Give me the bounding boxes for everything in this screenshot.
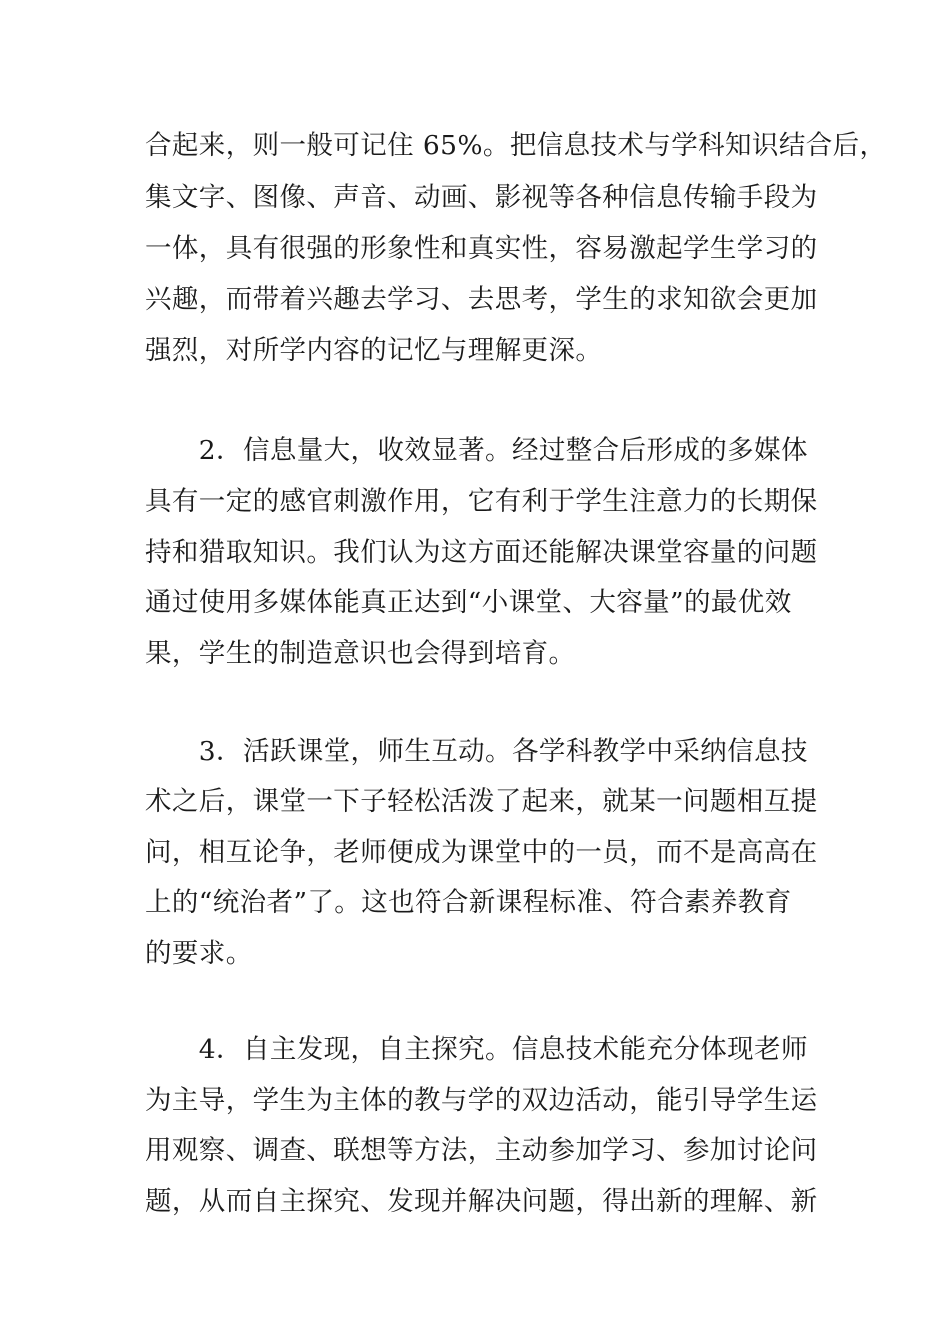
- text-line: 用观察、调查、联想等方法，主动参加学习、参加讨论问: [145, 1135, 818, 1166]
- text-line: 上的“统治者”了。这也符合新课程标准、符合素养教育: [145, 887, 792, 918]
- text-line: 的要求。: [145, 938, 253, 969]
- text-line: 2．信息量大，收效显著。经过整合后形成的多媒体: [145, 435, 808, 466]
- text-line: 合起来，则一般可记住 65%。把信息技术与学科知识结合后，: [145, 130, 887, 161]
- text-line: 4．自主发现，自主探究。信息技术能充分体现老师: [145, 1034, 808, 1065]
- text-line: 问，相互论争，老师便成为课堂中的一员，而不是高高在: [145, 837, 818, 868]
- text-line: 通过使用多媒体能真正达到“小课堂、大容量”的最优效: [145, 587, 792, 618]
- text-line: 持和猎取知识。我们认为这方面还能解决课堂容量的问题: [145, 537, 818, 568]
- text-line: 题，从而自主探究、发现并解决问题，得出新的理解、新: [145, 1186, 818, 1217]
- text-line: 果，学生的制造意识也会得到培育。: [145, 638, 576, 669]
- text-line: 3．活跃课堂，师生互动。各学科教学中采纳信息技: [145, 736, 808, 767]
- text-line: 兴趣，而带着兴趣去学习、去思考，学生的求知欲会更加: [145, 284, 818, 315]
- text-line: 具有一定的感官刺激作用，它有利于学生注意力的长期保: [145, 486, 818, 517]
- text-line: 术之后，课堂一下子轻松活泼了起来，就某一问题相互提: [145, 786, 818, 817]
- text-line: 强烈，对所学内容的记忆与理解更深。: [145, 335, 603, 366]
- text-line: 为主导，学生为主体的教与学的双边活动，能引导学生运: [145, 1085, 818, 1116]
- text-line: 一体，具有很强的形象性和真实性，容易激起学生学习的: [145, 233, 818, 264]
- text-line: 集文字、图像、声音、动画、影视等各种信息传输手段为: [145, 182, 818, 213]
